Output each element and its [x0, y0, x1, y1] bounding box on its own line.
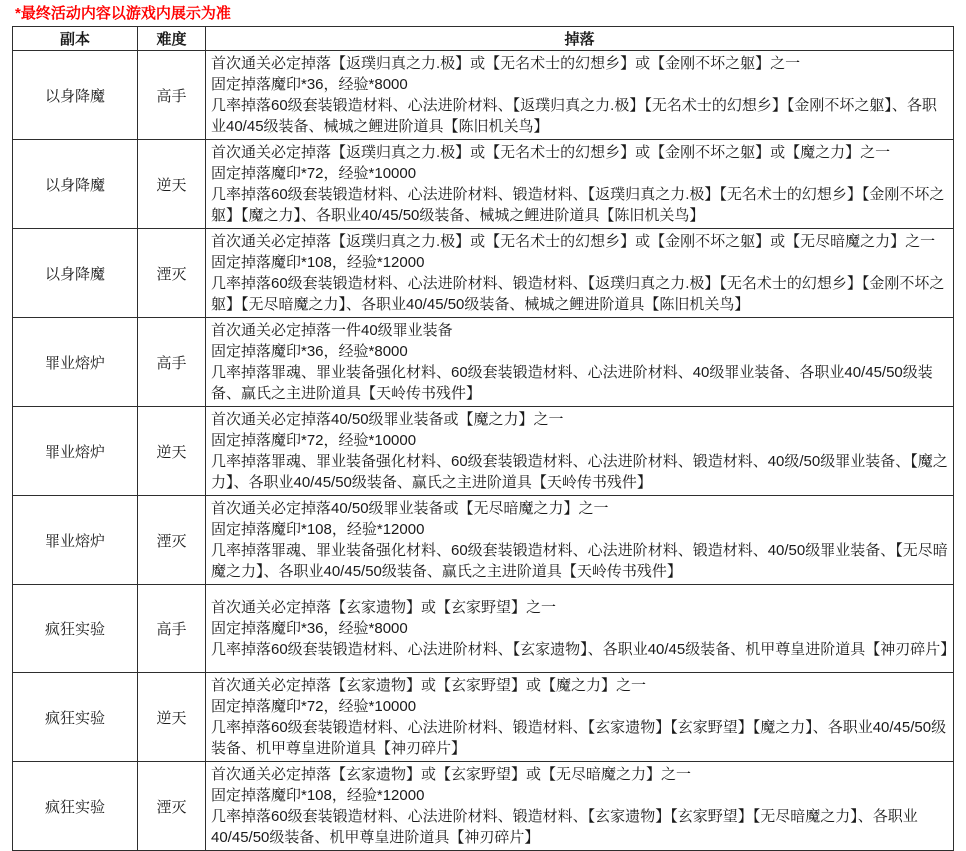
drops-cell [206, 140, 954, 229]
drop-line-first-clear: 首次通关必定掉落【返璞归真之力.极】或【无名术士的幻想乡】或【金刚不坏之躯】或【魔之力】之一 [211, 144, 891, 161]
drop-line-chance: 几率掉落60级套装锻造材料、心法进阶材料、锻造材料、【玄家遗物】【玄家野望】【魔之力】、各职业40/45/50级装备、机甲尊皇进阶道具【神刃碎片】 [211, 719, 947, 757]
drop-line-fixed: 固定掉落魔印*72，经验*10000 [211, 698, 417, 715]
table-row [13, 407, 954, 496]
drop-line-chance: 几率掉落60级套装锻造材料、心法进阶材料、锻造材料、【返璞归真之力.极】【无名术士的幻想乡】【金刚不坏之躯】【无尽暗魔之力】、各职业40/45/50级装备、械城之鲤进阶道具【陈旧机关鸟】 [211, 275, 945, 313]
difficulty-cell: 逆天 [138, 140, 206, 229]
difficulty-cell: 湮灭 [138, 762, 206, 851]
disclaimer-note: *最终活动内容以游戏内展示为准 [15, 5, 231, 22]
drop-line-chance: 几率掉落罪魂、罪业装备强化材料、60级套装锻造材料、心法进阶材料、锻造材料、40级/50级罪业装备、【魔之力】、各职业40/45/50级装备、赢氏之主进阶道具【天岭传书残件】 [211, 453, 948, 491]
table-row [13, 496, 954, 585]
drops-cell [206, 229, 954, 318]
drop-line-fixed: 固定掉落魔印*108，经验*12000 [211, 787, 425, 804]
table-row [13, 762, 954, 851]
table-row [13, 585, 954, 673]
difficulty-cell: 湮灭 [138, 496, 206, 585]
drops-cell [206, 318, 954, 407]
drops-cell [206, 407, 954, 496]
header-dungeon: 副本 [13, 27, 138, 51]
drop-line-first-clear: 首次通关必定掉落40/50级罪业装备或【魔之力】之一 [211, 411, 564, 428]
drop-line-fixed: 固定掉落魔印*108，经验*12000 [211, 521, 425, 538]
drop-line-chance: 几率掉落60级套装锻造材料、心法进阶材料、【返璞归真之力.极】【无名术士的幻想乡】【金刚不坏之躯】、各职业40/45级装备、械城之鲤进阶道具【陈旧机关鸟】 [211, 97, 937, 135]
header-row [13, 27, 954, 51]
drop-line-chance: 几率掉落60级套装锻造材料、心法进阶材料、【玄家遗物】、各职业40/45级装备、机甲尊皇进阶道具【神刃碎片】 [211, 641, 956, 658]
table-row [13, 318, 954, 407]
difficulty-cell: 高手 [138, 318, 206, 407]
table-row [13, 51, 954, 140]
header-difficulty: 难度 [138, 27, 206, 51]
difficulty-cell: 高手 [138, 51, 206, 140]
drop-line-fixed: 固定掉落魔印*72，经验*10000 [211, 432, 417, 449]
drop-line-first-clear: 首次通关必定掉落【玄家遗物】或【玄家野望】或【魔之力】之一 [211, 677, 647, 694]
drops-cell [206, 762, 954, 851]
table-row [13, 140, 954, 229]
difficulty-cell: 湮灭 [138, 229, 206, 318]
dungeon-cell: 以身降魔 [13, 140, 138, 229]
dungeon-cell: 罪业熔炉 [13, 407, 138, 496]
dungeon-cell: 以身降魔 [13, 229, 138, 318]
drop-line-first-clear: 首次通关必定掉落【返璞归真之力.极】或【无名术士的幻想乡】或【金刚不坏之躯】之一 [211, 55, 801, 72]
dungeon-cell: 疯狂实验 [13, 762, 138, 851]
drop-line-chance: 几率掉落60级套装锻造材料、心法进阶材料、锻造材料、【玄家遗物】【玄家野望】【无尽暗魔之力】、各职业40/45/50级装备、机甲尊皇进阶道具【神刃碎片】 [211, 808, 918, 846]
drop-table [12, 26, 954, 851]
drop-line-chance: 几率掉落罪魂、罪业装备强化材料、60级套装锻造材料、心法进阶材料、40级罪业装备、各职业40/45/50级装备、赢氏之主进阶道具【天岭传书残件】 [211, 364, 933, 402]
drop-line-fixed: 固定掉落魔印*72，经验*10000 [211, 165, 417, 182]
drop-line-first-clear: 首次通关必定掉落40/50级罪业装备或【无尽暗魔之力】之一 [211, 500, 609, 517]
table-row [13, 229, 954, 318]
drops-cell [206, 673, 954, 762]
drop-line-first-clear: 首次通关必定掉落【返璞归真之力.极】或【无名术士的幻想乡】或【金刚不坏之躯】或【无尽暗魔之力】之一 [211, 233, 936, 250]
table-row [13, 673, 954, 762]
dungeon-cell: 以身降魔 [13, 51, 138, 140]
dungeon-cell: 疯狂实验 [13, 585, 138, 673]
drop-line-first-clear: 首次通关必定掉落一件40级罪业装备 [211, 322, 453, 339]
drop-line-chance: 几率掉落60级套装锻造材料、心法进阶材料、锻造材料、【返璞归真之力.极】【无名术士的幻想乡】【金刚不坏之躯】【魔之力】、各职业40/45/50级装备、械城之鲤进阶道具【陈旧机关鸟】 [211, 186, 945, 224]
difficulty-cell: 逆天 [138, 407, 206, 496]
drop-table-body [13, 51, 954, 851]
drops-cell [206, 496, 954, 585]
difficulty-cell: 高手 [138, 585, 206, 673]
dungeon-cell: 罪业熔炉 [13, 318, 138, 407]
drop-line-chance: 几率掉落罪魂、罪业装备强化材料、60级套装锻造材料、心法进阶材料、锻造材料、40/50级罪业装备、【无尽暗魔之力】、各职业40/45/50级装备、赢氏之主进阶道具【天岭传书残件】 [211, 542, 948, 580]
drop-line-first-clear: 首次通关必定掉落【玄家遗物】或【玄家野望】或【无尽暗魔之力】之一 [211, 766, 692, 783]
drop-line-fixed: 固定掉落魔印*36，经验*8000 [211, 343, 408, 360]
dungeon-cell: 罪业熔炉 [13, 496, 138, 585]
drops-cell [206, 585, 954, 673]
drop-line-fixed: 固定掉落魔印*36，经验*8000 [211, 76, 408, 93]
difficulty-cell: 逆天 [138, 673, 206, 762]
drop-line-fixed: 固定掉落魔印*108，经验*12000 [211, 254, 425, 271]
drops-cell [206, 51, 954, 140]
header-drops: 掉落 [206, 27, 954, 51]
drop-line-first-clear: 首次通关必定掉落【玄家遗物】或【玄家野望】之一 [211, 599, 557, 616]
dungeon-cell: 疯狂实验 [13, 673, 138, 762]
drop-line-fixed: 固定掉落魔印*36，经验*8000 [211, 620, 408, 637]
